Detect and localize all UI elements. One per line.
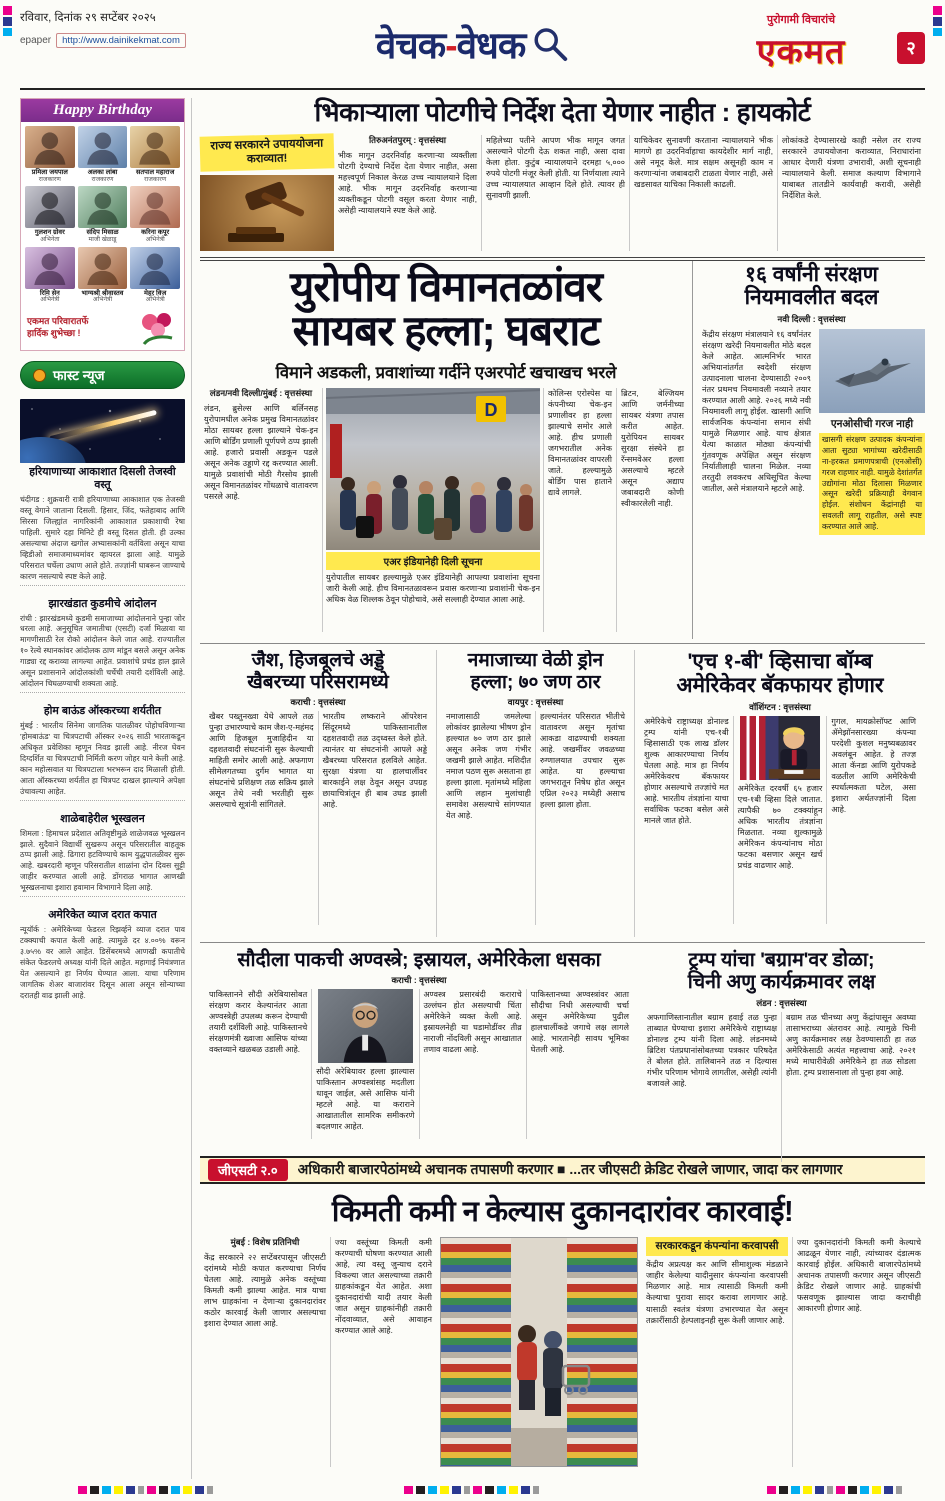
svg-text:D: D: [484, 399, 498, 420]
gst-news-strip: [200, 1156, 925, 1184]
defence-minister-photo: [318, 989, 412, 1063]
portrait-photo: [130, 186, 180, 228]
birthday-cell: भाग्यश्री श्रीवास्तव अभिनेत्री: [78, 247, 128, 304]
story-column: नमाजासाठी जमलेल्या लोकांवर झालेल्या भीषण ड्रोन हल्ल्यात ७० जण ठार झाले असून अनेक जण गंभीर जखमी झाले आहेत. मशिदीत नमाज पठण सुरू असताना हा हल्ला झाला. मृतांमध्ये महिला आणि लहान मुलांचाही समावेश असल्याचे सांगण्यात येत आहे.: [446, 712, 531, 821]
supermarket-photo: [440, 1237, 638, 1467]
story-headline: किमती कमी न केल्यास दुकानदारांवर कारवाई!: [331, 1195, 794, 1228]
caption-body: युरोपातील सायबर हल्ल्यामुळे एअर इंडियानेही आपल्या प्रवाशांना सूचना जारी केली आहे. हीच विमानतळावरून प्रवास करणाऱ्या प्रवाशांनी चेक-इन अधिक वेळ शिल्लक ठेवून पोहोचावे, असे सल्लाही देण्यात आला आहे.: [326, 572, 540, 604]
portrait-photo: [130, 126, 180, 168]
story-highcourt-alimony: [200, 98, 925, 261]
story-column: पाकिस्तानने सौदी अरेबियासोबत संरक्षण करार केल्यानंतर आता अण्वस्त्रेही उपलब्ध करून देण्याची तयारी दर्शविली आहे. पाकिस्तानचे संरक्षणमंत्री ख्वाजा आसिफ यांच्या वक्तव्याने खळबळ उडाली आहे.: [209, 990, 308, 1055]
story-column: याचिकेवर सुनावणी करताना न्यायालयाने भीक मागणे हा उदरनिर्वाहाचा कायदेशीर मार्ग नाही, असे नमूद केले. मात्र सक्षम असूनही काम न करणाऱ्यांना जबाबदारी टाळता येणार नाही, असे खडसावत याचिका निकाली काढली.: [629, 135, 777, 251]
highlight-strap: राज्य सरकारने उपाययोजना कराव्यात!: [200, 133, 335, 171]
story-column: गुगल, मायक्रोसॉफ्ट आणि ॲमेझॉनसारख्या कंपन्या परदेशी कुशल मनुष्यबळावर अवलंबून आहेत. हे तज्ज्ञ आता कॅनडा आणि युरोपकडे वळतील आणि अमेरिकेची स्पर्धात्मकता घटेल, असा इशारा अर्थतज्ज्ञांनी दिला आहे.: [826, 716, 920, 924]
story-subhead: विमाने अडकली, प्रवाशांच्या गर्दीने एअरपोर्ट खचाखच भरले: [275, 363, 617, 382]
story-column: बग्राम तळ चीनच्या अणु केंद्रांपासून अवघ्या तासाभराच्या अंतरावर आहे. त्यामुळे चिनी अणु कार्यक्रमावर लक्ष ठेवण्यासाठी हा तळ अमेरिकेसाठी अत्यंत महत्त्वाचा आहे. २०२१ मध्ये माघारीवेळी अमेरिकेने हा तळ सोडला होता. ट्रम्प प्रशासनाला तो पुन्हा हवा आहे.: [781, 1012, 920, 1162]
story-column: अण्वस्त्र प्रसारबंदी कराराचे उल्लंघन होत असल्याची चिंता अमेरिकेने व्यक्त केली आहे. इस्रायलनेही या घडामोडींवर तीव्र नाराजी नोंदविली असून आखातात तणाव वाढला आहे.: [419, 989, 526, 1139]
story-headline: ट्रम्प यांचा 'बग्राम'वर डोळा; चिनी अणु कार्यक्रमावर लक्ष: [687, 948, 876, 994]
portrait-photo: [78, 186, 128, 228]
birthday-cell: अलका लांबा राजकारण: [78, 126, 128, 183]
fighter-jet-photo: [819, 329, 925, 413]
story-airport-cyberattack: [200, 261, 692, 639]
fast-news-header: फास्ट न्यूज: [20, 361, 185, 389]
birthday-cell: रिमि सेन अभिनेत्री: [25, 247, 75, 304]
brand-logo: एकमत: [756, 33, 846, 71]
dateline: नवी दिल्ली : वृत्तसंस्था: [777, 313, 846, 324]
edition-date: रविवार, दिनांक २९ सप्टेंबर २०२५: [20, 12, 156, 24]
story-headline: भिकाऱ्याला पोटगीचे निर्देश देता येणार नाहीत : हायकोर्ट: [314, 97, 811, 127]
birthday-photo-grid: [21, 122, 184, 308]
story-column: तिरुअनंतपुरम् : वृत्तसंस्था भीक मागून उदरनिर्वाह करणाऱ्या व्यक्तीला पोटगी देण्याचे निर्देश देता येणार नाहीत, असा महत्त्वपूर्ण निकाल केरळ उच्च न्यायालयाने दिला आहे. भीक मागून उदरनिर्वाह करणाऱ्या व्यक्तीकडून पोटगी वसूल करता येणार नाही, असेही न्यायालयाने स्पष्ट केले आहे.: [338, 134, 477, 215]
portrait-photo: [25, 247, 75, 289]
sub-headline: एनओसीची गरज नाही: [830, 417, 914, 430]
birthday-cell: करिना कपूर अभिनेत्री: [130, 186, 180, 243]
trump-photo: [740, 716, 821, 780]
fast-news-item: अमेरिकेत व्याज दरात कपात न्यूयॉर्क : अमेरिकेच्या फेडरल रिझर्व्हने व्याज दरात पाव टक्क्याची कपात केली आहे. त्यामुळे दर ४.००% वरून ३.७५% वर आले आहेत. डिसेंबरमध्ये आणखी कपातीचे संकेत फेडरलचे अध्यक्ष यांनी दिले आहेत. महागाई नियंत्रणात येत असल्याने हा निर्णय घेण्यात आला. याचा परिणाम जागतिक शेअर बाजारांवर दिसून आला असून सोन्याच्या दरातही वाढ झाली आहे.: [20, 909, 185, 1000]
gst-strip-text: अधिकारी बाजारपेठांमध्ये अचानक तपासणी करणार ■ ...तर जीएसटी क्रेडिट रोखले जाणार, जादा कर लागणार: [297, 1161, 843, 1178]
story-column: पाकिस्तानच्या अण्वस्त्रांवर आता सौदीचा निधी असल्याची चर्चा असून अमेरिकेच्या पुढील हालचालींकडे जगाचे लक्ष लागले आहे. भारतानेही सावध भूमिका घेतली आहे.: [526, 989, 633, 1139]
story-column: ज्या दुकानदारांनी किमती कमी केल्याचे आढळून येणार नाही, त्यांच्यावर दंडात्मक कारवाई होईल. अधिकारी बाजारपेठांमध्ये अचानक तपासणी करणार असून जीएसटी क्रेडिट रोखले जाणार आहे. ग्राहकांची फसवणूक झाल्यास जादा कराचीही आकारणी होणार आहे.: [792, 1237, 925, 1467]
fast-news-item: होम बाऊंड ऑस्करच्या शर्यतीत मुंबई : भारतीय सिनेमा जागतिक पातळीवर पोहोचविणाऱ्या 'होमबाऊंड' या चित्रपटाची ऑस्कर २०२६ साठी भारताकडून अधिकृत प्रवेशिका म्हणून निवड झाली आहे. नीरज घेवन दिग्दर्शित या चित्रपटाची निर्मिती करण जोहर याने केली आहे. कान महोत्सवात या चित्रपटाला भरभरून दाद मिळाली होती. आता ऑस्करच्या शर्यतीत हा चित्रपट दाखल झाल्याने अपेक्षा उंचावल्या आहेत.: [20, 698, 185, 801]
gst-badge: जीएसटी २.०: [208, 1159, 288, 1181]
section-masthead: [376, 18, 570, 69]
story-column: कोलिन्स एरोस्पेस या कंपनीच्या चेक-इन प्रणालीवर हा हल्ला झाल्याचे समोर आले आहे. हीच प्रणाली जगभरातील अनेक विमानतळांवर वापरली जाते. हल्ल्यामुळे बोर्डिंग पास हाताने द्यावे लागले.: [548, 388, 612, 497]
story-defence-rules: [692, 261, 925, 639]
portrait-photo: [78, 247, 128, 289]
birthday-cell: सतपाल महाराज राजकारण: [130, 126, 180, 183]
registration-marks: [933, 6, 942, 36]
highlight-box: [642, 1237, 792, 1467]
section-title: वेचक-वेधक: [375, 25, 526, 66]
portrait-photo: [25, 186, 75, 228]
highlight-box-title: सरकारकडून कंपन्यांना करवापसी: [646, 1237, 788, 1256]
story-headline: सौदीला पाकची अण्वस्त्रे; इस्रायल, अमेरिकेला धसका: [237, 948, 601, 971]
dateline: कराची : वृत्तसंस्था: [391, 975, 447, 986]
portrait-photo: [25, 126, 75, 168]
registration-marks: [404, 1486, 542, 1494]
story-column: महिलेच्या पतीने आपण भीक मागून जगत असल्याने पोटगी देऊ शकत नाही, असा दावा केला होता. कुटुंब न्यायालयाने दरमहा ५,००० रुपये पोटगी मंजूर केली होती. या निर्णयाला त्याने उच्च न्यायालयात आव्हान दिले होते. त्यावर ही सुनावणी झाली.: [481, 135, 629, 251]
story-column: अमेरिकेचे राष्ट्राध्यक्ष डोनाल्ड ट्रम्प यांनी एच-१बी व्हिसासाठी एक लाख डॉलर शुल्क आकारण्याचा निर्णय घेतला आहे. मात्र हा निर्णय अमेरिकेवरच बॅकफायर होणार असल्याचे तज्ज्ञांचे मत आहे. भारतीय तंत्रज्ञांना याचा सर्वाधिक फटका बसेल असे मानले जात होते.: [644, 716, 729, 825]
story-headline: युरोपीय विमानतळांवर सायबर हल्ला; घबराट: [290, 262, 602, 355]
highlighted-text: खासगी संरक्षण उत्पादक कंपन्यांना आता सुट्या भागांच्या खरेदीसाठी ना-हरकत प्रमाणपत्राची (एनओसी) गरज राहणार नाही. यामुळे देशांतर्गत उद्योगांना मोठा दिलासा मिळणार असून खरेदी प्रक्रियाही वेगवान होईल. संशोधन केंद्रांनाही या सवलती लागू राहतील, असे स्पष्ट करण्यात आले आहे.: [819, 433, 925, 535]
birthday-cell: मेहर विज अभिनेत्री: [130, 247, 180, 304]
story-drone-attack: [436, 650, 634, 937]
comet-photo: [20, 399, 185, 463]
fast-news-item: शाळेबाहेरील भूस्खलन शिमला : हिमाचल प्रदेशात अतिवृष्टीमुळे शाळेजवळ भूस्खलन झाले. सुदैवाने विद्यार्थी सुखरूप असून परिसरातील वाहतूक ठप्प झाली आहे. ढिगारा हटविण्याचे काम युद्धपातळीवर सुरू आहे. खबरदारी म्हणून परिसरातील शाळांना दोन दिवस सुट्टी जाहीर करण्यात आली आहे. डोंगराळ भागात आणखी भूस्खलनाचा इशारा हवामान विभागाने दिला आहे.: [20, 806, 185, 898]
photo-caption: एअर इंडियानेही दिली सूचना: [326, 552, 540, 570]
flower-bouquet-graphic: [136, 310, 178, 346]
dateline: वॉशिंग्टन : वृत्तसंस्था: [749, 701, 811, 712]
bullet-icon: [33, 369, 46, 382]
story-column: सौदी अरेबियावर हल्ला झाल्यास पाकिस्तान अण्वस्त्रांसह मदतीला धावून जाईल, असे आसिफ यांनी म्हटले आहे. या कराराने आखातातील सामरिक समीकरणे बदलणार आहेत.: [311, 989, 418, 1139]
story-headline: 'एच १-बी' व्हिसाचा बॉम्ब अमेरिकेवर बॅकफायर होणार: [676, 649, 884, 697]
story-h1b-visa: [634, 650, 925, 937]
birthday-cell: संदिप मिसाळ माजी खेळाडू: [78, 186, 128, 243]
story-column: हल्ल्यानंतर परिसरात भीतीचे वातावरण असून मृतांचा आकडा वाढण्याची शक्यता आहे. जखमींवर जवळच्या रुग्णालयात उपचार सुरू आहेत. या हल्ल्याचा जगभरातून निषेध होत असून एप्रिल २०२३ मध्येही असाच हल्ला झाला होता.: [535, 711, 629, 925]
registration-marks-row: [0, 1486, 945, 1494]
dateline: लंडन : वृत्तसंस्था: [756, 997, 807, 1008]
story-column: अमेरिकेत दरवर्षी ६५ हजार एच-१बी व्हिसा दिले जातात. त्यापैकी ७० टक्क्यांहून अधिक भारतीय तंत्रज्ञांना मिळतात. नव्या शुल्कामुळे अमेरिकन कंपन्यांनाच मोठा फटका बसणार असून खर्च प्रचंड वाढणार आहे.: [733, 716, 827, 924]
dateline: मुंबई : विशेष प्रतिनिधी: [230, 1236, 300, 1247]
brand-block: [721, 12, 881, 73]
story-shopkeeper-action: [200, 1191, 925, 1467]
story-column: लोकांकडे देण्यासारखे काही नसेल तर राज्य सरकारने उपाययोजना कराव्यात, निराधारांना आधार देणारी यंत्रणा उभारावी, अशी सूचनाही न्यायालयाने केली. समाज कल्याण विभागाने याबाबत तातडीने कार्यवाही करावी, असेही निर्देशित केले.: [777, 135, 925, 251]
registration-marks: [3, 6, 12, 36]
story-jaish-hideouts: [200, 650, 436, 937]
main-content: [200, 98, 925, 1467]
birthday-cell: गुलशन ग्रोवर अभिनेता: [25, 186, 75, 243]
story-column: लंडन/नवी दिल्ली/मुंबई : वृत्तसंस्था लंडन, ब्रुसेल्स आणि बर्लिनसह युरोपामधील अनेक प्रमुख विमानतळांवर मोठा सायबर हल्ला झाल्याने चेक-इन आणि बोर्डिंग प्रणाली पूर्णपणे ठप्प झाली आहे. हजारो प्रवासी अडकून पडले असून अनेक उड्डाणे रद्द करण्यात आली. यामुळे प्रवाशांची मोठी गैरसोय झाली असून विमानतळांवर गोंधळाचे वातावरण पसरले आहे.: [204, 387, 318, 501]
highlight-box-body: केंद्रीय अप्रत्यक्ष कर आणि सीमाशुल्क मंडळाने जाहीर केलेल्या यादीनुसार कंपन्यांना करवापसी मिळणार आहे. मात्र त्यासाठी किमती कमी केल्याचा पुरावा सादर करावा लागणार आहे. यासाठी स्वतंत्र यंत्रणा उभारण्यात येत असून तक्रारींसाठी हेल्पलाइनही सुरू केली जाणार आहे.: [646, 1260, 788, 1325]
photo-block: [815, 329, 925, 621]
photo-block: [322, 388, 544, 632]
story-column: खैबर पख्तुनख्वा येथे आपले तळ पुन्हा उभारण्याचे काम जैश-ए-महंमद आणि हिजबूल मुजाहिदीन या दहशतवादी संघटनांनी सुरू केल्याची माहिती समोर आली आहे. अफगाण सीमेलगतच्या दुर्गम भागात या संघटनांचे प्रशिक्षण तळ सक्रिय झाले असून तेथे नवी भरतीही सुरू असल्याचे सूत्रांनी सांगितले.: [209, 712, 314, 810]
portrait-photo: [130, 247, 180, 289]
epaper-label: epaper: [20, 35, 52, 46]
page-number-badge: २: [897, 32, 925, 64]
magnifier-icon: [531, 25, 569, 63]
birthday-title: Happy Birthday: [21, 99, 184, 122]
sidebar: [20, 98, 192, 1479]
story-column: ब्रिटन, बेल्जियम आणि जर्मनीच्या सायबर यंत्रणा तपास करीत आहेत. युरोपियन सायबर सुरक्षा संस्थेने हा रॅन्समवेअर हल्ला असल्याचे म्हटले असून अद्याप जबाबदारी कोणी स्वीकारलेली नाही.: [616, 388, 688, 632]
dateline: लंडन/नवी दिल्ली/मुंबई : वृत्तसंस्था: [209, 387, 313, 398]
story-column: मुंबई : विशेष प्रतिनिधी केंद्र सरकारने २२ सप्टेंबरपासून जीएसटी दरांमध्ये मोठी कपात करण्याचा निर्णय घेतला आहे. त्यामुळे अनेक वस्तूंच्या किमती कमी झाल्या आहेत. मात्र याचा लाभ ग्राहकांना न देणाऱ्या दुकानदारांवर कठोर कारवाई केली जाणार असल्याचा इशारा देण्यात आला आहे.: [204, 1236, 326, 1328]
brand-tagline: पुरोगामी विचारांचे: [766, 14, 836, 26]
story-saudi-pak-nukes: [200, 949, 638, 1150]
story-column: अफगाणिस्तानातील बग्राम हवाई तळ पुन्हा ताब्यात घेण्याचा इशारा अमेरिकेचे राष्ट्राध्यक्ष डोनाल्ड ट्रम्प यांनी दिला आहे. लंडनमध्ये ब्रिटिश पंतप्रधानांसोबतच्या पत्रकार परिषदेत ते बोलत होते. तालिबानने तळ न दिल्यास गंभीर परिणाम भोगावे लागतील, असेही त्यांनी बजावले आहे.: [647, 1012, 777, 1088]
fast-news-item: हरियाणाच्या आकाशात दिसली तेजस्वी वस्तू चंदीगड : शुक्रवारी रात्री हरियाणाच्या आकाशात एक तेजस्वी वस्तू वेगाने जाताना दिसली. हिसार, जिंद, फतेहाबाद आणि सिरसा जिल्ह्यांत नागरिकांनी आकाशात प्रकाशाची रेषा पाहिली. सुमारे दहा मिनिटे ही वस्तू दिसत होती. ही उल्का असल्याचा अंदाज खगोल अभ्यासकांनी वर्तविला असून याचा व्हिडीओ समाजमाध्यमांवर व्हायरल झाला आहे. यामुळे परिसरात चर्चेला उधाण आले होते. तज्ज्ञांनी घाबरून जाण्याचे कारण नसल्याचे स्पष्ट केले आहे.: [20, 395, 185, 585]
airport-crowd-photo: [326, 388, 540, 550]
story-column: ज्या वस्तूंच्या किमती कमी करण्याची घोषणा करण्यात आली आहे, त्या वस्तू जुन्याच दराने विकल्या जात असल्याच्या तक्रारी ग्राहकांकडून येत आहेत. अशा दुकानदारांची यादी तयार केली जात असून ग्राहकांनीही तक्रारी नोंदवाव्यात, असे आवाहन करण्यात आले आहे.: [330, 1237, 436, 1467]
dateline: वायपुर : वृत्तसंस्था: [507, 697, 564, 708]
epaper-url-link[interactable]: http://www.dainikekmat.com: [56, 33, 186, 48]
fast-news-item: झारखंडात कुडमीचे आंदोलन रांची : झारखंडमध्ये कुडमी समाजाच्या आंदोलनाने पुन्हा जोर धरला आहे. अनुसूचित जमातीचा (एसटी) दर्जा मिळावा या मागणीसाठी रेल रोको आंदोलन केले जात आहे. राज्यातील १० रेल्वे स्थानकांवर आंदोलक ठाण मांडून बसले असून अनेक गाड्या रद्द कराव्या लागल्या आहेत. प्रवाशांचे प्रचंड हाल झाले असून प्रशासनाने आंदोलकांशी चर्चेची तयारी दर्शविली आहे. आंदोलन चिघळण्याची शक्यता आहे.: [20, 591, 185, 694]
gavel-photo: [200, 175, 334, 251]
story-bagram-base: [638, 949, 925, 1150]
story-column: केंद्रीय संरक्षण मंत्रालयाने १६ वर्षांनंतर संरक्षण खरेदी नियमावलीत मोठे बदल केले आहेत. आत्मनिर्भर भारत अभियानांतर्गत स्वदेशी संरक्षण उत्पादनाला चालना देण्यासाठी २००९ नंतर प्रथमच नियमावली नव्याने तयार करण्यात आली आहे. २०२६ मध्ये नवी नियमावली लागू होईल. खासगी आणि सार्वजनिक कंपन्यांना समान संधी यामुळे मिळणार आहे. याच क्षेत्रात येत्या काळात मोठ्या कंपन्यांची गुंतवणूक अपेक्षित असून संरक्षण निर्यातीलाही चालना मिळेल. नव्या तरतुदी लवकरच अधिसूचित केल्या जातील, असे मंत्रालयाने म्हटले आहे.: [702, 329, 811, 493]
registration-marks: [78, 1486, 216, 1494]
story-column: भारतीय लष्कराने ऑपरेशन सिंदूरमध्ये पाकिस्तानातील दहशतवादी तळ उद्ध्वस्त केले होते. त्यानंतर या संघटनांनी आपले अड्डे खैबरच्या परिसरात हलविले आहेत. सुरक्षा यंत्रणा या हालचालींवर बारकाईने लक्ष ठेवून असून उपग्रह छायाचित्रांतून ही बाब उघड झाली आहे.: [318, 711, 432, 925]
masthead: [20, 6, 925, 90]
registration-marks: [767, 1486, 905, 1494]
birthday-cell: प्रमिला जयपाल राजकारण: [25, 126, 75, 183]
dateline: कराची : वृत्तसंस्था: [290, 697, 346, 708]
dateline: तिरुअनंतपुरम् : वृत्तसंस्था: [368, 134, 447, 145]
story-headline: जैश, हिजबूलचे अड्डे खैबरच्या परिसरामध्ये: [247, 649, 389, 693]
birthday-box: [20, 98, 185, 351]
story-headline: १६ वर्षांनी संरक्षण नियमावलीत बदल: [744, 262, 879, 310]
portrait-photo: [78, 126, 128, 168]
birthday-greeting: एकमत परिवारातर्फे हार्दिक शुभेच्छा !: [27, 316, 89, 339]
story-headline: नमाजाच्या वेळी ड्रोन हल्ला; ७० जण ठार: [467, 649, 604, 693]
